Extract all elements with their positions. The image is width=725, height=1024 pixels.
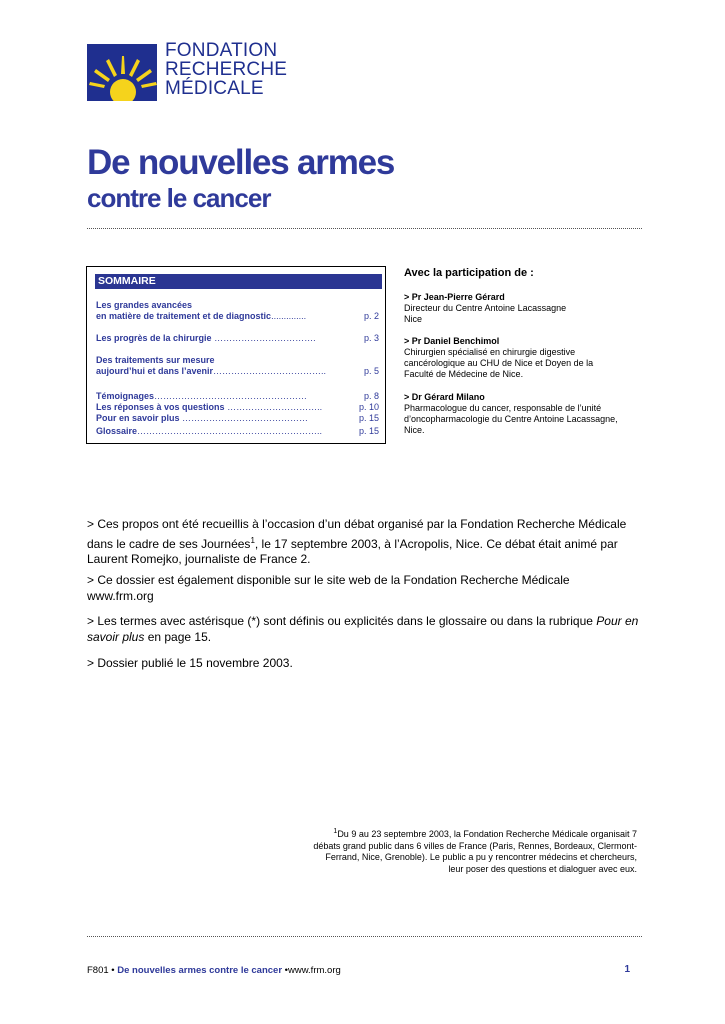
document-subtitle: contre le cancer <box>87 183 271 213</box>
participant-role: cancérologique au CHU de Nice et Doyen de la <box>404 358 594 368</box>
summary-entry-line: Les progrès de la chirurgie ……………………………. <box>96 333 316 343</box>
footnote-line: débats grand public dans 6 villes de France (Paris, Rennes, Bordeaux, Clermont- <box>313 840 637 851</box>
sun-icon <box>87 44 157 101</box>
participant-name: > Pr Jean-Pierre Gérard <box>404 292 505 302</box>
summary-entry-chirurgie[interactable] <box>96 333 379 344</box>
summary-box <box>86 266 386 444</box>
summary-page-number: p. 8 <box>363 391 379 401</box>
website-link[interactable]: www.frm.org <box>87 588 154 603</box>
participant-role: Faculté de Médecine de Nice. <box>404 369 524 379</box>
footnote-number: 1 <box>333 828 338 835</box>
paragraph-website <box>87 573 647 604</box>
document-title: De nouvelles armes <box>87 143 395 182</box>
summary-entry-line: Glossaire…………………………………………………….. <box>96 426 323 436</box>
summary-page-number: p. 10 <box>358 402 379 412</box>
summary-entry-line: Témoignages…………………………………………… <box>96 391 308 401</box>
summary-entry-line: Les grandes avancées <box>96 300 193 310</box>
summary-page-number: p. 2 <box>363 311 379 321</box>
summary-entry-line: Des traitements sur mesure <box>96 355 215 365</box>
participant-name: > Dr Gérard Milano <box>404 392 485 402</box>
paragraph-publication: > Dossier publié le 15 novembre 2003. <box>87 656 293 670</box>
participant-benchimol <box>404 336 644 380</box>
footnote-line: Ferrand, Nice, Grenoble). Le public a pu y rencontrer médecins et chercheurs, <box>325 852 637 862</box>
footnote <box>307 826 637 875</box>
participant-name: > Pr Daniel Benchimol <box>404 336 500 346</box>
paragraph-text: > Les termes avec astérisque (*) sont définis ou explicités dans le glossaire ou dans la rubrique <box>87 614 593 628</box>
footer-website[interactable]: •www.frm.org <box>284 965 341 976</box>
summary-entry-avancees[interactable] <box>96 300 379 322</box>
summary-entry-line: en matière de traitement et de diagnostic.............. <box>96 311 307 321</box>
participant-role: Pharmacologue du cancer, responsable de l’unité <box>404 403 602 413</box>
participation-heading: Avec la participation de : <box>404 267 534 279</box>
summary-entry-line: Pour en savoir plus …………………………………… <box>96 413 309 423</box>
footnote-ref[interactable]: 1 <box>250 535 255 545</box>
participant-milano <box>404 392 644 436</box>
paragraph-line: > Ces propos ont été recueillis à l’occasion d’un débat organisé par la Fondation Recherche Médicale <box>87 517 627 531</box>
summary-entry-line: Les réponses à vos questions ………………………….. <box>96 402 323 412</box>
logo-line-1: FONDATION <box>165 40 278 61</box>
summary-page-number: p. 3 <box>363 333 379 343</box>
logo-emblem <box>87 44 157 101</box>
summary-entry-savoir-plus[interactable] <box>96 413 379 424</box>
participant-role: Directeur du Centre Antoine Lacassagne <box>404 303 567 313</box>
participant-role: Nice. <box>404 425 425 435</box>
paragraph-line: > Ce dossier est également disponible sur le site web de la Fondation Recherche Médicale <box>87 573 570 587</box>
footer-divider <box>87 936 642 937</box>
logo-line-3: MÉDICALE <box>165 78 264 99</box>
summary-heading: SOMMAIRE <box>95 274 382 289</box>
footer-title: De nouvelles armes contre le cancer <box>117 965 283 976</box>
footnote-line: leur poser des questions et dialoguer avec eux. <box>448 863 637 874</box>
footer-info <box>87 965 341 976</box>
footer-code: F801 • <box>87 965 115 976</box>
title-divider <box>87 228 642 229</box>
summary-page-number: p. 15 <box>358 426 379 436</box>
summary-page-number: p. 15 <box>358 413 379 423</box>
logo-wordmark <box>165 41 287 98</box>
paragraph-glossary <box>87 614 647 645</box>
paragraph-line: Laurent Romejko, journaliste de France 2. <box>87 552 311 566</box>
summary-entry-line: aujourd’hui et dans l’avenir……………………………….. <box>96 366 327 376</box>
paragraph-line: dans le cadre de ses Journées$^1$, le 17 septembre 2003, à l’Acropolis, Nice. Ce débat était animé par <box>87 535 618 551</box>
paragraph-italic: Pour en savoir plus <box>87 614 639 644</box>
summary-entry-traitements[interactable] <box>96 355 379 377</box>
paragraph-text: en page 15. <box>147 629 212 644</box>
footnote-line: $^1$Du 9 au 23 septembre 2003, la Fondation Recherche Médicale organisait 7 <box>333 828 637 839</box>
participant-gerard <box>404 292 644 325</box>
participant-role: Nice <box>404 314 423 324</box>
summary-page-number: p. 5 <box>363 366 379 376</box>
summary-entry-glossaire[interactable] <box>96 426 379 437</box>
paragraph-debate <box>87 517 647 568</box>
page-number: 1 <box>624 964 630 975</box>
logo-line-2: RECHERCHE <box>165 59 288 80</box>
summary-entry-reponses[interactable] <box>96 402 379 413</box>
summary-entry-temoignages[interactable] <box>96 391 379 402</box>
participant-role: Chirurgien spécialisé en chirurgie digestive <box>404 347 576 357</box>
participant-role: d’oncopharmacologie du Centre Antoine Lacassagne, <box>404 414 618 424</box>
